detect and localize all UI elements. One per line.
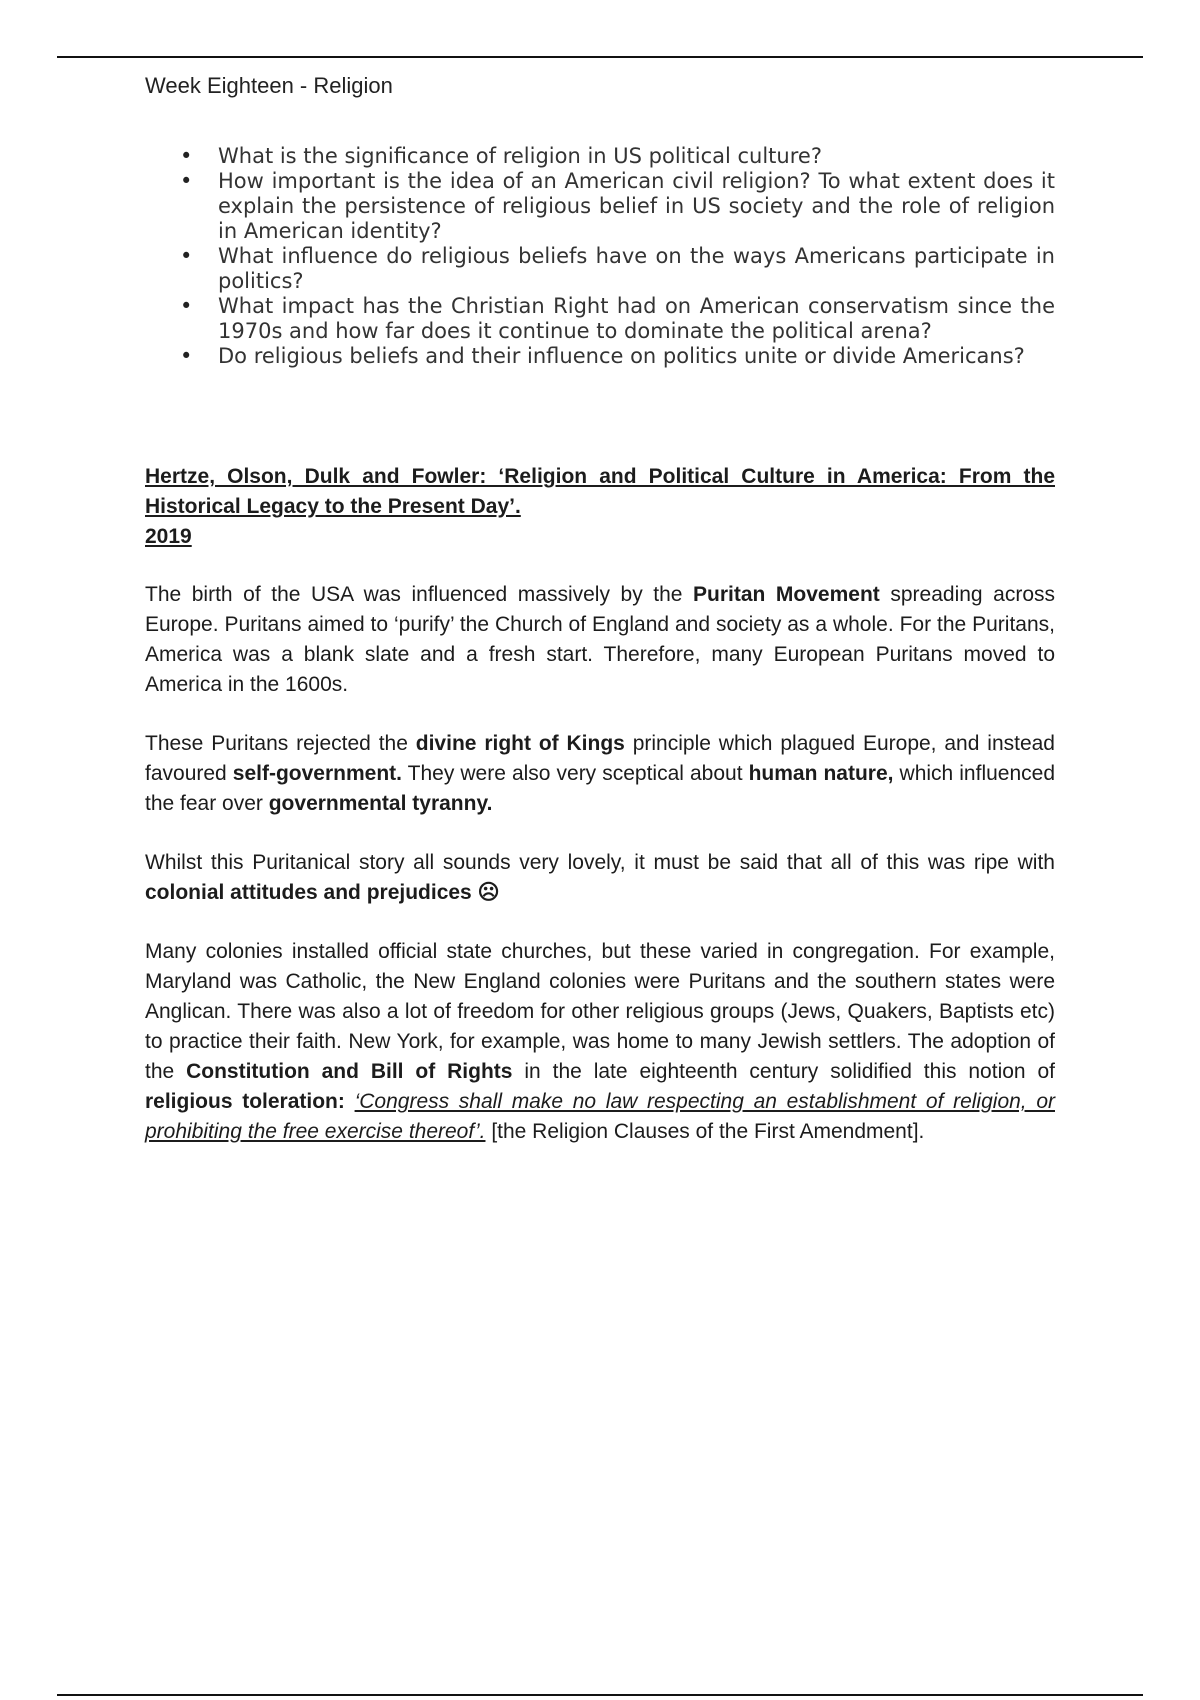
bold-term: self-government.: [232, 762, 402, 785]
bottom-rule: [57, 1694, 1143, 1696]
text: spreading across Europe. Puritans aimed to ‘purify’ the Church of England and society as a whole. For the Puritans, America was a blank slate and a fresh start. Therefore, many European Puritans moved to America in the 1600s.: [145, 583, 1056, 696]
bold-term: Constitution and Bill of Rights: [186, 1060, 513, 1083]
question-item: • Do religious beliefs and their influence on politics unite or divide Americans?: [178, 344, 1055, 369]
paragraph-colonial-attitudes: [145, 848, 1055, 908]
bold-term: religious toleration:: [145, 1090, 345, 1113]
bold-term: human nature,: [748, 762, 894, 785]
text: These Puritans rejected the: [145, 732, 416, 755]
page-header: Week Eighteen - Religion: [145, 73, 393, 98]
sad-face-icon: ☹: [477, 881, 500, 904]
paragraph-state-churches: [145, 937, 1055, 1147]
question-item: • What is the significance of religion in US political culture?: [178, 144, 1055, 169]
text: The birth of the USA was influenced massively by the: [145, 583, 694, 606]
top-rule: [57, 56, 1143, 58]
question-item: • How important is the idea of an American civil religion? To what extent does it explain the persistence of religious belief in US society and the role of religion in American identity?: [178, 169, 1055, 244]
bold-term: colonial attitudes and prejudices: [145, 881, 472, 904]
text: which influenced the fear over: [145, 762, 1056, 815]
text: principle which plagued Europe, and instead favoured: [145, 732, 1055, 785]
source-title: Hertze, Olson, Dulk and Fowler: ‘Religion and Political Culture in America: From the Historical Legacy to the Present Day’.: [145, 465, 1055, 518]
reading-notes: [145, 462, 1055, 1176]
text: Whilst this Puritanical story all sounds very lovely, it must be said that all of this was ripe with: [145, 851, 1055, 874]
text: Many colonies installed official state churches, but these varied in congregation. For example, Maryland was Catholic, the New England colonies were Puritans and the southern states were Anglican. There was also a lot of freedom for other religious groups (Jews, Quakers, Baptists etc) to practice their faith. New York, for example, was home to many Jewish settlers. The adoption of the: [145, 940, 1055, 1083]
text: They were also very sceptical about: [401, 762, 749, 785]
paragraph-divine-right: [145, 729, 1055, 819]
question-item: • What impact has the Christian Right had on American conservatism since the 1970s and how far does it continue to dominate the political arena?: [178, 294, 1055, 344]
source-year: 2019: [145, 525, 192, 548]
text: in the late eighteenth century solidified this notion of: [512, 1060, 1056, 1083]
bold-term: divine right of Kings: [415, 732, 625, 755]
question-item: • What influence do religious beliefs have on the ways Americans participate in politics?: [178, 244, 1055, 294]
first-amendment-quote: ‘Congress shall make no law respecting an establishment of religion, or prohibiting the free exercise thereof’.: [145, 1090, 1055, 1143]
bold-term: governmental tyranny.: [268, 792, 493, 815]
bold-term: Puritan Movement: [693, 583, 880, 606]
question-list: [178, 144, 1055, 369]
paragraph-puritan-movement: [145, 580, 1055, 700]
text: [the Religion Clauses of the First Amendment].: [485, 1120, 925, 1143]
